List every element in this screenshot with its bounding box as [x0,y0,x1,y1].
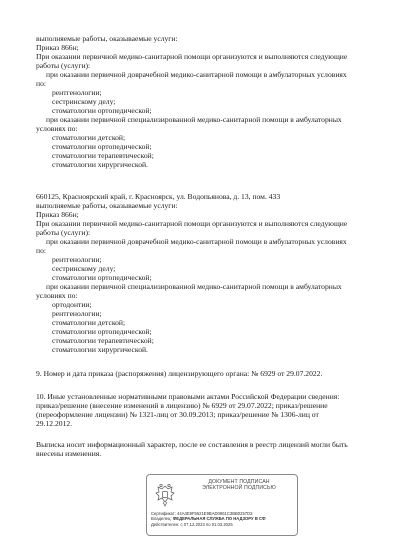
text-line: по: [36,246,46,255]
text-line: стоматологии ортопедической; [52,106,152,115]
footer-note [36,440,376,458]
text-line: при оказании первичной специализированной медико-санитарной помощи в амбулаторных [46,115,342,124]
text-line: При оказании первичной медико-санитарной помощи организуются и выполняются следующие [36,219,348,228]
services-block-second [36,192,376,354]
text-line: (переоформление лицензии) № 1321-лиц от 30.09.2013; приказ/решение № 1306-лиц от [36,410,319,419]
text-line: внесены изменения. [36,449,102,458]
text-line: ортодонтии; [52,300,92,309]
text-line: стоматологии ортопедической; [52,273,152,282]
text-line: стоматологии детской; [52,133,126,142]
text-line: 10. Иные установленные нормативными правовыми актами Российской Федерации сведения: [36,392,340,401]
text-line: условиях по: [36,291,78,300]
text-line: 660125, Красноярский край, г. Красноярск, ул. Водопьянова, д. 13, пом. 433 [36,192,281,201]
stamp-owner: ФЕДЕРАЛЬНАЯ СЛУЖБА ПО НАДЗОРУ В СФ [172,516,266,522]
stamp-title-line: ЭЛЕКТРОННОЙ ПОДПИСЬЮ [202,485,276,492]
text-line: стоматологии хирургической. [52,160,148,169]
text-line: рентгенологии; [52,255,102,264]
text-line: Выписка носит информационный характер, после ее составления в реестр лицензий могли быть [36,440,348,449]
section-10 [36,392,376,428]
services-block-first [36,34,376,169]
text-line: выполняемые работы, оказываемые услуги: [36,34,178,43]
text-line: работы (услуги): [36,61,91,70]
text-line: стоматологии хирургической. [52,345,148,354]
text-line: рентгенологии; [52,88,102,97]
text-line: сестринскому делу; [52,97,116,106]
section-9-text: 9. Номер и дата приказа (распоряжения) лицензирующего органа: № 6929 от 29.07.2022. [36,369,323,378]
text-line: выполняемые работы, оказываемые услуги: [36,201,178,210]
stamp-title [187,479,291,491]
stamp-certificate: Сертификат: 44A3E9F5521E9BAD0861C3BB0257D3 [151,511,253,516]
stamp-owner-label: Владелец: [151,516,172,522]
text-line: стоматологии терапевтической; [52,151,154,160]
text-line: 29.12.2012. [36,419,73,428]
text-line: сестринскому делу; [52,264,116,273]
text-line: При оказании первичной медико-санитарной помощи организуются и выполняются следующие [36,52,348,61]
text-line: при оказании первичной доврачебной медико-санитарной помощи в амбулаторных условиях [46,70,347,79]
text-line: стоматологии терапевтической; [52,336,154,345]
text-line: стоматологии детской; [52,318,126,327]
text-line: при оказании первичной специализированной медико-санитарной помощи в амбулаторных [46,282,342,291]
text-line: стоматологии ортопедической; [52,142,152,151]
stamp-valid: Действителен: с 07.12.2023 по 01.03.2025 [151,521,233,527]
text-line: приказ/решение (внесение изменений в лицензию) № 6929 от 29.07.2022; приказ/решение [36,401,328,410]
stamp-title-line: ДОКУМЕНТ ПОДПИСАН [208,479,270,485]
text-line: работы (услуги): [36,228,91,237]
section-9 [36,369,376,378]
text-line: стоматологии ортопедической; [52,327,152,336]
text-line: по: [36,79,46,88]
text-line: рентгенологии; [52,309,102,318]
text-line: Приказ 866н; [36,43,79,52]
text-line: при оказании первичной доврачебной медико-санитарной помощи в амбулаторных условиях [46,237,347,246]
stamp-details [151,511,295,527]
text-line: Приказ 866н; [36,210,79,219]
text-line: условиях по: [36,124,78,133]
coat-of-arms-icon [153,483,177,509]
electronic-signature-stamp [146,474,298,536]
